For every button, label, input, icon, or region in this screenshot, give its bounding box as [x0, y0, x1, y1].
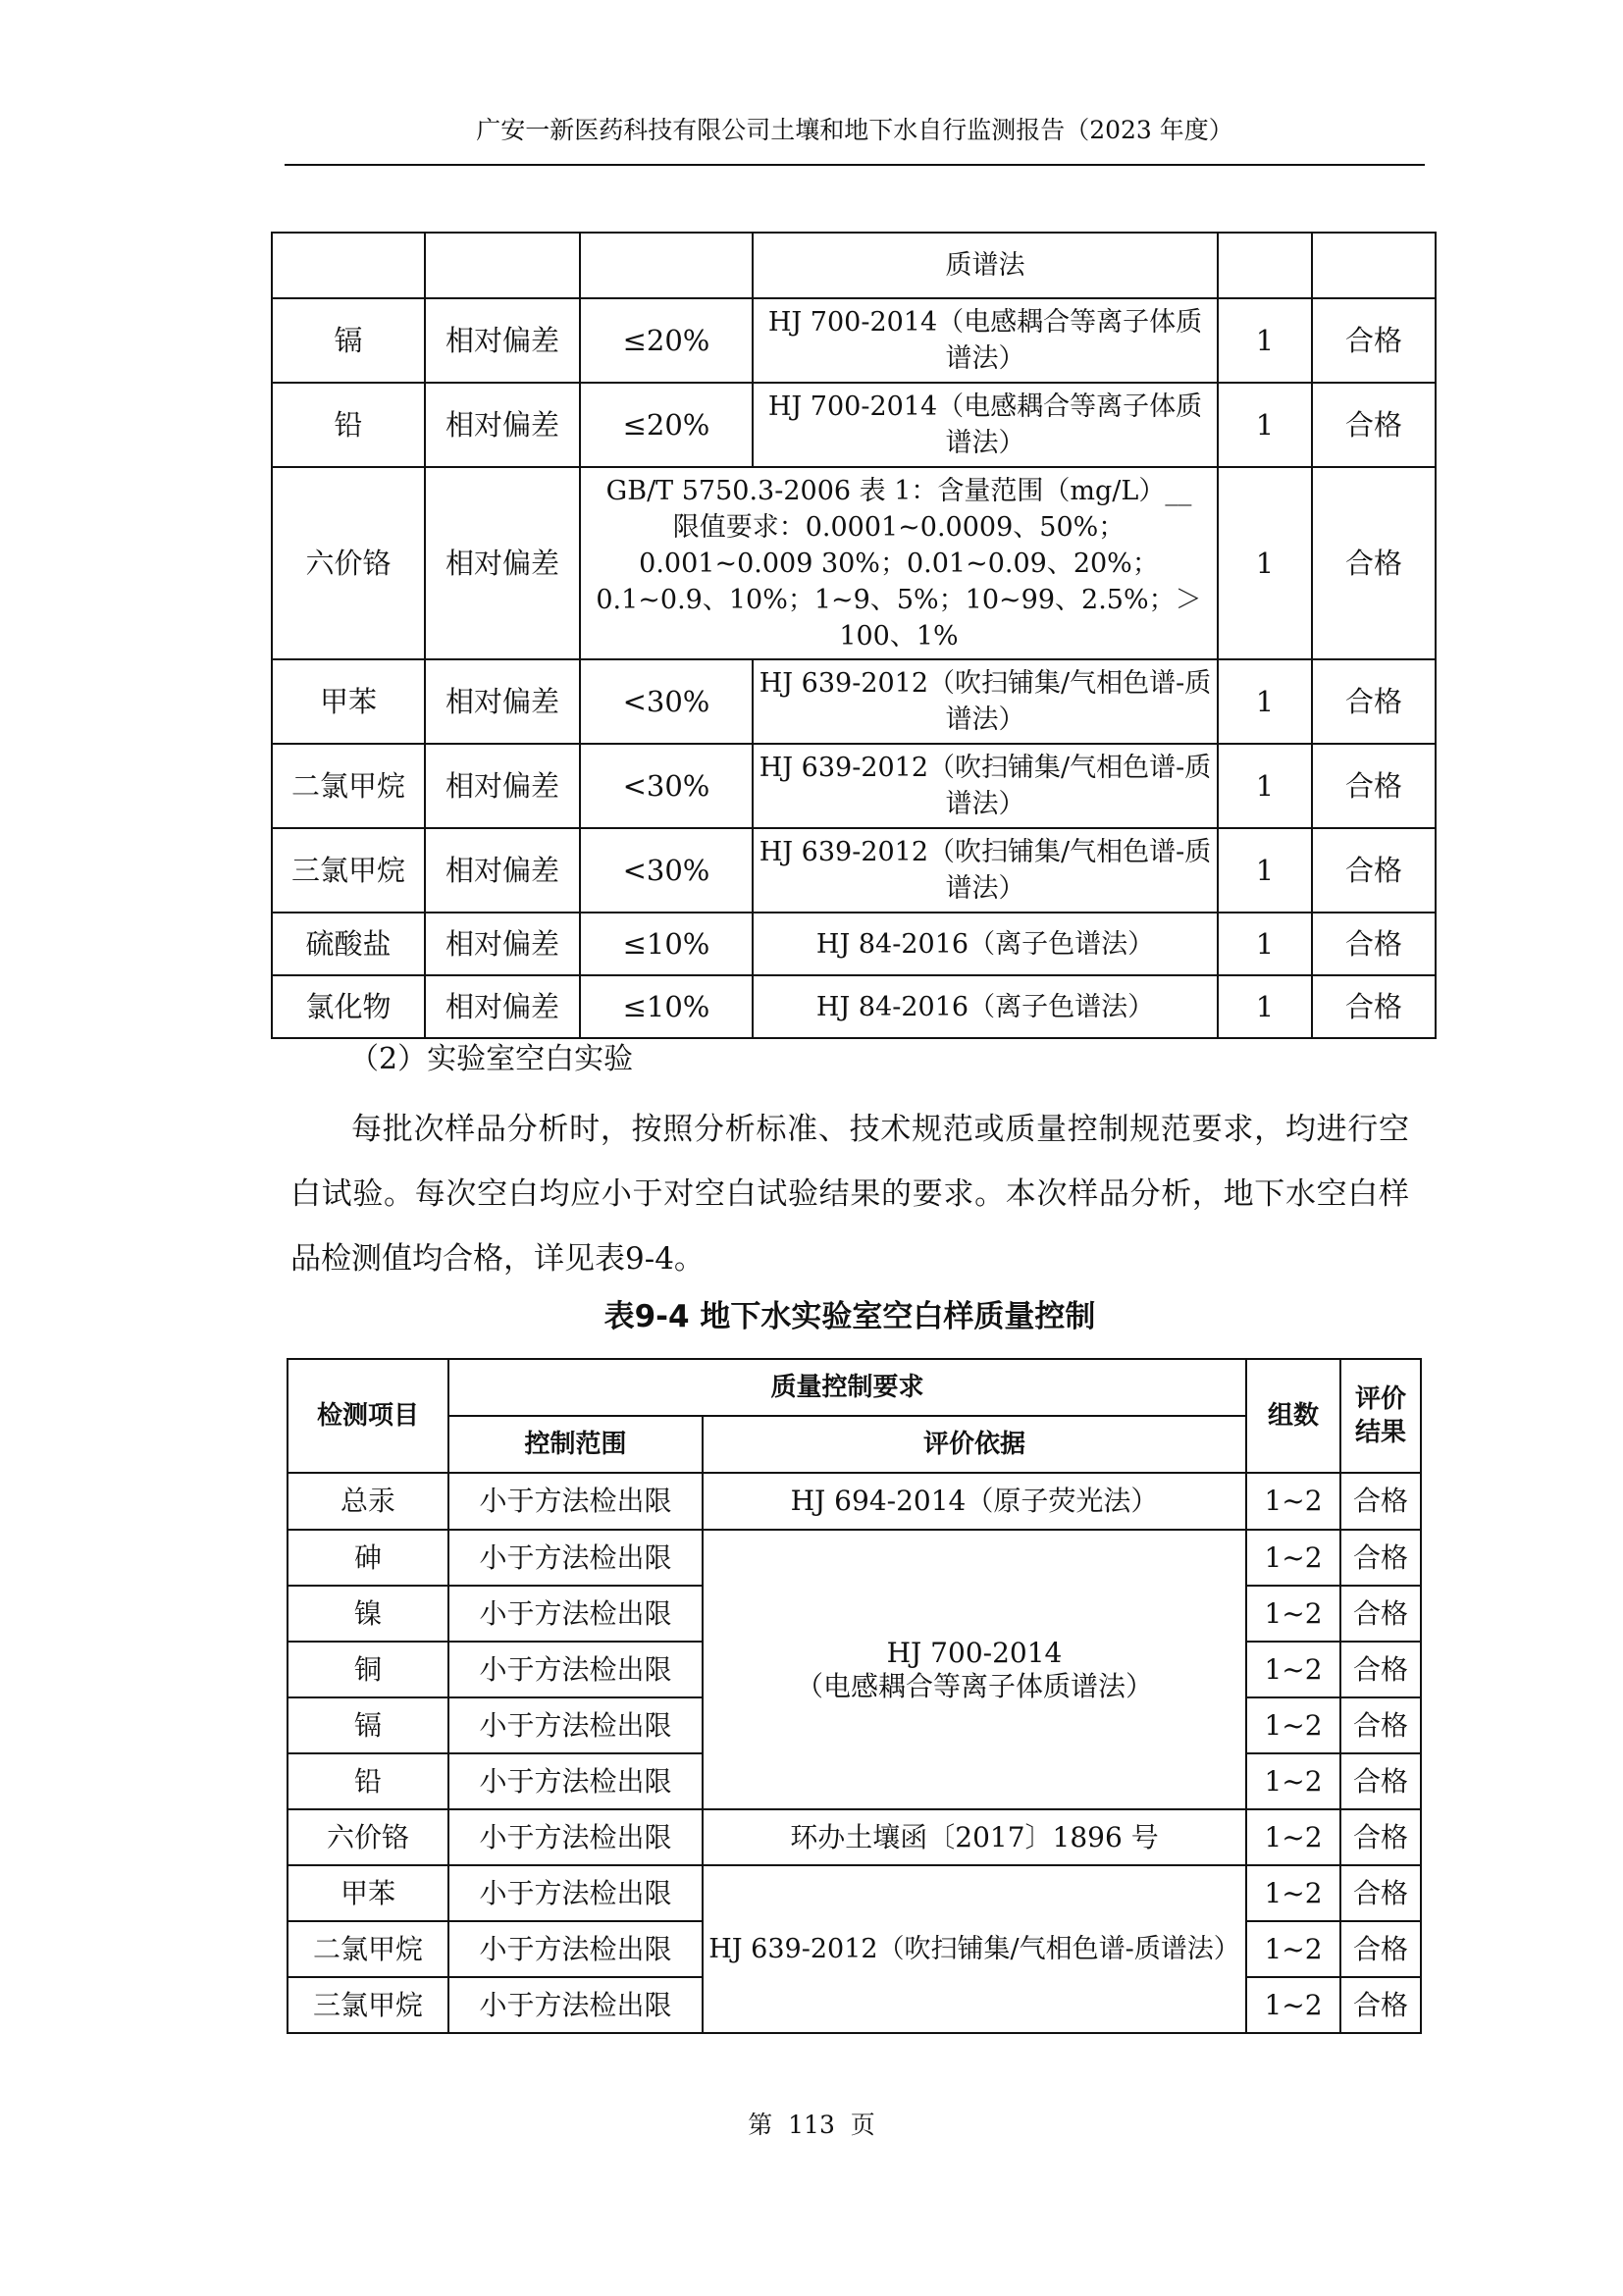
table-row: [272, 913, 1436, 975]
range-cell: 小于方法检出限: [448, 1809, 703, 1865]
table-row: [272, 744, 1436, 828]
limit-cell: <30%: [580, 744, 753, 828]
basis-line: HJ 700-2014: [886, 1636, 1063, 1669]
basis-cell: HJ 694-2014（原子荧光法）: [703, 1473, 1246, 1530]
header-result: 评价结果: [1340, 1359, 1421, 1473]
precision-table: [271, 232, 1437, 1039]
method-cell: HJ 84-2016（离子色谱法）: [753, 975, 1218, 1038]
groups-cell: 1~2: [1246, 1473, 1340, 1530]
result-cell: 合格: [1340, 1977, 1421, 2033]
header-range: 控制范围: [448, 1416, 703, 1473]
limit-cell: ≤20%: [580, 298, 753, 383]
method-cell: 质谱法: [753, 233, 1218, 298]
table-row: [288, 1865, 1421, 1921]
item-cell: 硫酸盐: [272, 913, 425, 975]
page-number: 第 113 页: [748, 2111, 875, 2139]
item-cell: 总汞: [288, 1473, 448, 1530]
table-row: [272, 298, 1436, 383]
section-heading: （2）实验室空白实验: [349, 1042, 634, 1076]
groups-cell: 1~2: [1246, 1921, 1340, 1977]
groups-cell: 1~2: [1246, 1586, 1340, 1642]
method-cell: HJ 84-2016（离子色谱法）: [753, 913, 1218, 975]
table-cell: [580, 233, 753, 298]
result-cell: 合格: [1312, 467, 1436, 659]
item-cell: 铜: [288, 1642, 448, 1697]
range-cell: 小于方法检出限: [448, 1586, 703, 1642]
limit-cell: ≤20%: [580, 383, 753, 467]
basis-cell: [703, 1530, 1246, 1809]
range-cell: 小于方法检出限: [448, 1865, 703, 1921]
item-cell: 镍: [288, 1586, 448, 1642]
count-cell: 1: [1218, 913, 1312, 975]
result-cell: 合格: [1340, 1809, 1421, 1865]
result-cell: 合格: [1312, 913, 1436, 975]
groups-cell: 1~2: [1246, 1977, 1340, 2033]
limit-cell: ≤10%: [580, 975, 753, 1038]
table-cell: [1218, 233, 1312, 298]
table-row: [288, 1809, 1421, 1865]
item-cell: 三氯甲烷: [272, 828, 425, 913]
method-cell: HJ 639-2012（吹扫铺集/气相色谱-质谱法）: [753, 744, 1218, 828]
type-cell: 相对偏差: [425, 913, 580, 975]
table-row: [272, 828, 1436, 913]
range-cell: 小于方法检出限: [448, 1753, 703, 1809]
range-cell: 小于方法检出限: [448, 1530, 703, 1586]
count-cell: 1: [1218, 975, 1312, 1038]
method-cell: HJ 700-2014（电感耦合等离子体质谱法）: [753, 298, 1218, 383]
item-cell: 三氯甲烷: [288, 1977, 448, 2033]
item-cell: 氯化物: [272, 975, 425, 1038]
count-cell: 1: [1218, 659, 1312, 744]
method-cell: HJ 639-2012（吹扫铺集/气相色谱-质谱法）: [753, 828, 1218, 913]
table-row: [288, 1473, 1421, 1530]
result-cell: 合格: [1340, 1473, 1421, 1530]
groups-cell: 1~2: [1246, 1697, 1340, 1753]
item-cell: 二氯甲烷: [272, 744, 425, 828]
item-cell: 砷: [288, 1530, 448, 1586]
count-cell: 1: [1218, 298, 1312, 383]
header-qc-requirement: 质量控制要求: [448, 1359, 1246, 1416]
groups-cell: 1~2: [1246, 1753, 1340, 1809]
basis-cell: HJ 639-2012（吹扫铺集/气相色谱-质谱法）: [703, 1865, 1246, 2033]
result-cell: 合格: [1312, 659, 1436, 744]
result-cell: 合格: [1340, 1530, 1421, 1586]
table-row: [272, 233, 1436, 298]
table-cell: [1312, 233, 1436, 298]
item-cell: 铅: [272, 383, 425, 467]
type-cell: 相对偏差: [425, 298, 580, 383]
limit-cell: <30%: [580, 659, 753, 744]
type-cell: 相对偏差: [425, 383, 580, 467]
table-row: [272, 975, 1436, 1038]
range-cell: 小于方法检出限: [448, 1473, 703, 1530]
blank-qc-table: [287, 1358, 1422, 2034]
body-paragraph: 每批次样品分析时，按照分析标准、技术规范或质量控制规范要求，均进行空白试验。每次空白均应小于对空白试验结果的要求。本次样品分析，地下水空白样品检测值均合格，详见表9-4。: [290, 1112, 1409, 1277]
range-cell: 小于方法检出限: [448, 1977, 703, 2033]
item-cell: 二氯甲烷: [288, 1921, 448, 1977]
method-cell: HJ 639-2012（吹扫铺集/气相色谱-质谱法）: [753, 659, 1218, 744]
result-cell: 合格: [1312, 298, 1436, 383]
result-cell: 合格: [1312, 828, 1436, 913]
item-cell: 镉: [272, 298, 425, 383]
result-cell: 合格: [1340, 1642, 1421, 1697]
result-cell: 合格: [1312, 975, 1436, 1038]
groups-cell: 1~2: [1246, 1642, 1340, 1697]
type-cell: 相对偏差: [425, 467, 580, 659]
type-cell: 相对偏差: [425, 975, 580, 1038]
table-row: [272, 467, 1436, 659]
basis-line: （电感耦合等离子体质谱法）: [796, 1669, 1154, 1702]
limit-method-cell: GB/T 5750.3-2006 表 1：含量范围（mg/L）__限值要求：0.0001~0.0009、50%；0.001~0.009 30%；0.01~0.09、20%；0.1~0.9、10%；1~9、5%；10~99、2.5%；＞100、1%: [580, 467, 1218, 659]
header-basis: 评价依据: [703, 1416, 1246, 1473]
item-cell: 铅: [288, 1753, 448, 1809]
limit-cell: ≤10%: [580, 913, 753, 975]
groups-cell: 1~2: [1246, 1809, 1340, 1865]
table-row: [272, 659, 1436, 744]
limit-cell: <30%: [580, 828, 753, 913]
range-cell: 小于方法检出限: [448, 1921, 703, 1977]
table-cell: [425, 233, 580, 298]
groups-cell: 1~2: [1246, 1865, 1340, 1921]
range-cell: 小于方法检出限: [448, 1697, 703, 1753]
result-cell: 合格: [1312, 383, 1436, 467]
header-groups: 组数: [1246, 1359, 1340, 1473]
table-caption: 表9-4 地下水实验室空白样质量控制: [603, 1299, 1096, 1334]
result-cell: 合格: [1340, 1586, 1421, 1642]
header-item: 检测项目: [288, 1359, 448, 1473]
count-cell: 1: [1218, 383, 1312, 467]
result-cell: 合格: [1312, 744, 1436, 828]
table-row: [272, 383, 1436, 467]
groups-cell: 1~2: [1246, 1530, 1340, 1586]
range-cell: 小于方法检出限: [448, 1642, 703, 1697]
result-cell: 合格: [1340, 1865, 1421, 1921]
header-rule: [285, 164, 1425, 166]
item-cell: 六价铬: [288, 1809, 448, 1865]
item-cell: 六价铬: [272, 467, 425, 659]
result-cell: 合格: [1340, 1697, 1421, 1753]
page-header: 广安一新医药科技有限公司土壤和地下水自行监测报告（2023 年度）: [476, 116, 1233, 144]
count-cell: 1: [1218, 467, 1312, 659]
method-cell: HJ 700-2014（电感耦合等离子体质谱法）: [753, 383, 1218, 467]
type-cell: 相对偏差: [425, 828, 580, 913]
count-cell: 1: [1218, 744, 1312, 828]
item-cell: 镉: [288, 1697, 448, 1753]
table-row: [288, 1530, 1421, 1586]
type-cell: 相对偏差: [425, 744, 580, 828]
result-cell: 合格: [1340, 1921, 1421, 1977]
type-cell: 相对偏差: [425, 659, 580, 744]
count-cell: 1: [1218, 828, 1312, 913]
table-cell: [272, 233, 425, 298]
basis-cell: 环办土壤函〔2017〕1896 号: [703, 1809, 1246, 1865]
item-cell: 甲苯: [272, 659, 425, 744]
result-cell: 合格: [1340, 1753, 1421, 1809]
item-cell: 甲苯: [288, 1865, 448, 1921]
table-header-row: [288, 1359, 1421, 1416]
